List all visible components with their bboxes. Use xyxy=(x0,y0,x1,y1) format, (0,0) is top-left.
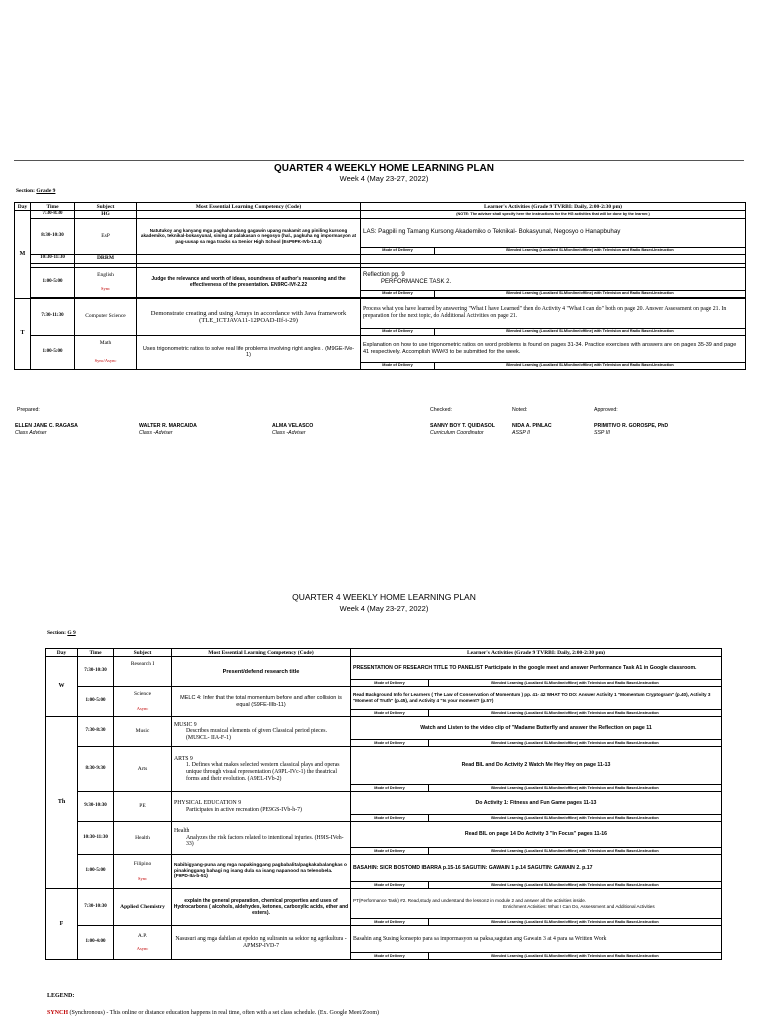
day-monday: M xyxy=(15,211,31,299)
subject-cell: Arts xyxy=(114,747,172,792)
melc-cell: Natutukoy ang kanyang mga paghahandang gagawin upang makamit ang piniling kursong akademiko, teknikal-bokasyunal, sining at palakasan o negosyo (hal., pagkuha ng impormasyon at pag-uusap sa mga tracks sa Senior High School (EsP9PK-IVb-13.4) xyxy=(137,218,361,254)
melc-cell: Judge the relevance and worth of ideas, soundness of author's reasoning and the effectiveness of the presentation. EN9RC-IVf-2.22 xyxy=(137,267,361,297)
time-cell: 8:30-9:30 xyxy=(78,747,114,792)
activity-cell: Watch and Listen to the video clip of "Madame Butterfly and answer the Reflection on page 11 xyxy=(351,717,722,740)
subject-cell: Filipino Sync xyxy=(114,855,172,889)
mode-label: Mode of Delivery xyxy=(351,953,429,960)
mode-value: Blended Learning (Localized SLM/online/offline) with Television and Radio Based-Instruction xyxy=(429,953,722,960)
mode-value: Blended Learning (Localized SLM/online/offline) with Television and Radio Based-Instruction xyxy=(435,290,746,297)
plan2-table xyxy=(45,648,722,960)
signatory-coordinator: SANNY BOY T. QUIDASOL Curriculum Coordinator xyxy=(430,423,495,436)
mode-value: Blended Learning (Localized SLM/online/offline) with Television and Radio Based-Instruction xyxy=(429,882,722,889)
plan2-section-value: G 9 xyxy=(67,630,76,636)
mode-label: Mode of Delivery xyxy=(351,848,429,855)
legend-synch: SYNCH (Synchronous) - This online or distance education happens in real time, often with a set class schedule. (Ex. Google Meet/Zoom) xyxy=(47,1010,379,1016)
plan1-section: Section: Grade 9 xyxy=(16,188,56,194)
plan1-week: Week 4 (May 23-27, 2022) xyxy=(339,174,429,183)
header-time: Time xyxy=(31,203,75,211)
mode-value: Blended Learning (Localized SLM/online/offline) with Television and Radio Based-Instruction xyxy=(429,680,722,687)
activity-cell: PT(Performance Task) #2. Read,study and understand the lesson2 in module 2 and answer all the activities inside. Enrichment Activities: What I Can Do, Assessment and Additional Activities xyxy=(351,889,722,919)
header-day: Day xyxy=(15,203,31,211)
header-melc: Most Essential Learning Competency (Code) xyxy=(172,649,351,657)
header-melc: Most Essential Learning Competency (Code) xyxy=(137,203,361,211)
plan2-section: Section: G 9 xyxy=(47,630,76,636)
mode-value: Blended Learning (Localized SLM/online/offline) with Television and Radio Based-Instruction xyxy=(429,710,722,717)
time-cell: 7:30-8:30 xyxy=(31,211,75,219)
subject-cell: PE xyxy=(114,792,172,822)
subject-cell: EsP xyxy=(75,218,137,254)
subject-cell: Research I xyxy=(114,657,172,687)
approved-label: Approved: xyxy=(594,407,618,413)
time-cell: 7:30-8:30 xyxy=(78,717,114,747)
activity-cell: Read BIL and Do Activity 2 Watch Me Hey Hey on page 11-13 xyxy=(351,747,722,785)
checked-label: Checked: xyxy=(430,407,452,413)
subject-cell: HG xyxy=(75,211,137,219)
subject-cell: Science Async xyxy=(114,687,172,717)
activity-cell: Basahin ang Susing konsepto para sa impormasyon sa paksa,sagutan ang Gawain 3 at 4 para sa Written Work xyxy=(351,926,722,953)
mode-label: Mode of Delivery xyxy=(351,740,429,747)
time-cell: 7:30-10:30 xyxy=(78,657,114,687)
sync-async-mode: Sync/Async xyxy=(94,358,117,363)
header-activities: Learner's Activities (Grade 9 TVRBI: Daily, 2:00-2:30 pm) xyxy=(351,649,722,657)
mode-label: Mode of Delivery xyxy=(351,882,429,889)
header-time: Time xyxy=(78,649,114,657)
async-mode: Async xyxy=(136,945,149,951)
activity-cell: Reflection pg. 9 PERFORMANCE TASK 2. xyxy=(361,267,746,290)
melc-cell: Health Analyzes the risk factors related to intentional injuries. (H9IS-IVeh-33) xyxy=(172,822,351,855)
subject-cell: Math Sync/Async xyxy=(75,335,137,369)
time-cell: 10:30-11:30 xyxy=(31,254,75,263)
melc-cell: Nabibigyang-puna ang mga napakinggang pagbabalita/pagkakabalangkas o pinakinggang bahagi ng isang dula sa isang napanood na telenobela. (F9PD-IIa-b-51) xyxy=(172,855,351,889)
sync-mode: Sync xyxy=(138,875,147,881)
mode-value: Blended Learning (Localized SLM/online/offline) with Television and Radio Based-Instruction xyxy=(435,328,746,335)
legend-label: LEGEND: xyxy=(47,993,75,999)
noted-label: Noted: xyxy=(512,407,528,413)
melc-cell: ARTS 9 1. Defines what makes selected western classical plays and operas unique through visual representation (A9PL-IVc-1) the theatrical forms and their evolution. (A9EL-IVb-2) xyxy=(172,747,351,792)
mode-label: Mode of Delivery xyxy=(361,290,435,297)
melc-cell: MELC 4: Infer that the total momentum before and after collision is equal (S9FE-IIIb-11) xyxy=(172,687,351,717)
melc-cell xyxy=(137,254,361,263)
mode-label: Mode of Delivery xyxy=(351,785,429,792)
melc-cell xyxy=(137,211,361,219)
time-cell: 7:30-10:30 xyxy=(78,889,114,926)
activity-cell: Do Activity 1: Fitness and Fun Game pages 11-13 xyxy=(351,792,722,815)
mode-value: Blended Learning (Localized SLM/online/offline) with Television and Radio Based-Instruction xyxy=(435,362,746,369)
plan2-title: QUARTER 4 WEEKLY HOME LEARNING PLAN xyxy=(292,592,476,602)
subject-cell: DRRM xyxy=(75,254,137,263)
day-tuesday: T xyxy=(15,298,31,369)
signatory-adviser-3: ALMA VELASCO Class -Adviser xyxy=(272,423,314,436)
time-cell: 1:00-5:00 xyxy=(31,267,75,297)
signatory-assp: NIDA A. PINLAC ASSP II xyxy=(512,423,552,436)
time-cell: 7:30-11:30 xyxy=(31,298,75,335)
mode-label: Mode of Delivery xyxy=(351,680,429,687)
header-subject: Subject xyxy=(75,203,137,211)
melc-cell: Uses trigonometric ratios to solve real life problems involving right angles . (M9GE-IVe-1) xyxy=(137,335,361,369)
activity-cell: BASAHIN: SICR BOSTOMD IBARRA p.15-16 SAGUTIN: GAWAIN 1 p.14 SAGUTIN: GAWAIN 2. p.17 xyxy=(351,855,722,882)
time-cell: 1:00-5:00 xyxy=(31,335,75,369)
subject-cell: Music xyxy=(114,717,172,747)
plan1-title: QUARTER 4 WEEKLY HOME LEARNING PLAN xyxy=(273,163,495,174)
header-subject: Subject xyxy=(114,649,172,657)
mode-label: Mode of Delivery xyxy=(361,328,435,335)
activity-cell: Process what you have learned by answering "What I have Learned" then do Activity 4 "What I can do" both on page 20. Answer Assessment on page 21. In preparation for the next topic, do Additional Activities on page 21. xyxy=(361,298,746,328)
activity-cell: PRESENTATION OF RESEARCH TITLE TO PANELIST Participate in the google meet and answer Performance Task A1 in Google classroom. xyxy=(351,657,722,680)
plan1-section-value: Grade 9 xyxy=(36,188,56,194)
plan1-table xyxy=(14,202,746,370)
mode-label: Mode of Delivery xyxy=(351,919,429,926)
day-wednesday: W xyxy=(46,657,78,717)
activity-cell: Explanation on how to use trigonometric ratios on word problems is found on pages 31-34. Practice exercises with answers are on pages 35-39 and page 41 respectively. Accomplish WW#3 to be submitted for the week. xyxy=(361,335,746,362)
activity-cell xyxy=(361,254,746,263)
activity-cell: Read Background Info for Learners ( The Law of Conservation of Momentum ) pp. 41- 42 WHAT TO DO: Answer Activity 1 "Momentum Cryptogram" (p.40), Activity 3 "Moment of Truth" (p.45), and Activity 4 "Is your moment? (p.5?) xyxy=(351,687,722,710)
mode-value: Blended Learning (Localized SLM/online/offline) with Television and Radio Based-Instruction xyxy=(429,785,722,792)
signatory-adviser-1: ELLEN JANE C. RAGASA Class Adviser xyxy=(15,423,78,436)
day-thursday: Th xyxy=(46,717,78,889)
melc-cell: Present/defend research title xyxy=(172,657,351,687)
subject-cell: A.P. Async xyxy=(114,926,172,960)
subject-cell: English Sync xyxy=(75,267,137,297)
sync-mode: Sync xyxy=(101,286,110,291)
top-rule xyxy=(14,160,744,161)
prepared-label: Prepared: xyxy=(17,407,40,413)
signatory-adviser-2: WALTER R. MARCAIDA Class -Adviser xyxy=(139,423,197,436)
subject-cell: Computer Science xyxy=(75,298,137,335)
activity-cell: Read BIL on page 14 Do Activity 3 "In Focus" pages 11-16 xyxy=(351,822,722,848)
async-mode: Async xyxy=(136,705,149,711)
mode-value: Blended Learning (Localized SLM/online/offline) with Television and Radio Based-Instruction xyxy=(435,247,746,254)
signatory-ssp: PRIMITIVO R. GOROSPE, PhD SSP III xyxy=(594,423,669,436)
subject-cell: Health xyxy=(114,822,172,855)
mode-label: Mode of Delivery xyxy=(351,815,429,822)
mode-label: Mode of Delivery xyxy=(351,710,429,717)
melc-cell: PHYSICAL EDUCATION 9 Participates in active recreation (PE9GS-IVb-h-7) xyxy=(172,792,351,822)
mode-value: Blended Learning (Localized SLM/online/offline) with Television and Radio Based-Instruction xyxy=(429,740,722,747)
plan2-week: Week 4 (May 23-27, 2022) xyxy=(339,604,429,613)
activity-cell: LAS: Pagpili ng Tamang Kursong Akademiko o Teknikal- Bokasyunal, Negosyo o Hanapbuhay xyxy=(361,218,746,247)
time-cell: 10:30-11:30 xyxy=(78,822,114,855)
melc-cell: Nasusuri ang mga dahilan at epekto ng suliranin sa sektor ng agrikultura -APMSP-IVD-7 xyxy=(172,926,351,960)
time-cell: 1:00-4:00 xyxy=(78,926,114,960)
mode-value: Blended Learning (Localized SLM/online/offline) with Television and Radio Based-Instruction xyxy=(429,848,722,855)
melc-cell: MUSIC 9 Describes musical elements of given Classical period pieces. (MU9CL- IIA-F-1) xyxy=(172,717,351,747)
mode-value: Blended Learning (Localized SLM/online/offline) with Television and Radio Based-Instruction xyxy=(429,815,722,822)
header-activities: Learner's Activities (Grade 9 TVRBI: Daily, 2:00-2:30 pm) xyxy=(361,203,746,211)
mode-value: Blended Learning (Localized SLM/online/offline) with Television and Radio Based-Instruction xyxy=(429,919,722,926)
time-cell: 8:30-10:30 xyxy=(31,218,75,254)
header-day: Day xyxy=(46,649,78,657)
time-cell: 1:00-5:00 xyxy=(78,687,114,717)
mode-label: Mode of Delivery xyxy=(361,362,435,369)
day-friday: F xyxy=(46,889,78,960)
activity-cell: (NOTE: The adviser shall specify here the instructions for the HG activities that will be done by the learner.) xyxy=(361,211,746,219)
melc-cell: explain the general preparation, chemical properties and uses of Hydrocarbons ( alcohols, aldehydes, ketones, carboxylic acids, ether and esters). xyxy=(172,889,351,926)
time-cell: 9:30-10:30 xyxy=(78,792,114,822)
melc-cell: Demonstrate creating and using Arrays in accordance with Java framework (TLE_ICTJAVA11-12POAD-IIf-i-29) xyxy=(137,298,361,335)
mode-label: Mode of Delivery xyxy=(361,247,435,254)
subject-cell: Applied Chemistry xyxy=(114,889,172,926)
time-cell: 1:00-5:00 xyxy=(78,855,114,889)
